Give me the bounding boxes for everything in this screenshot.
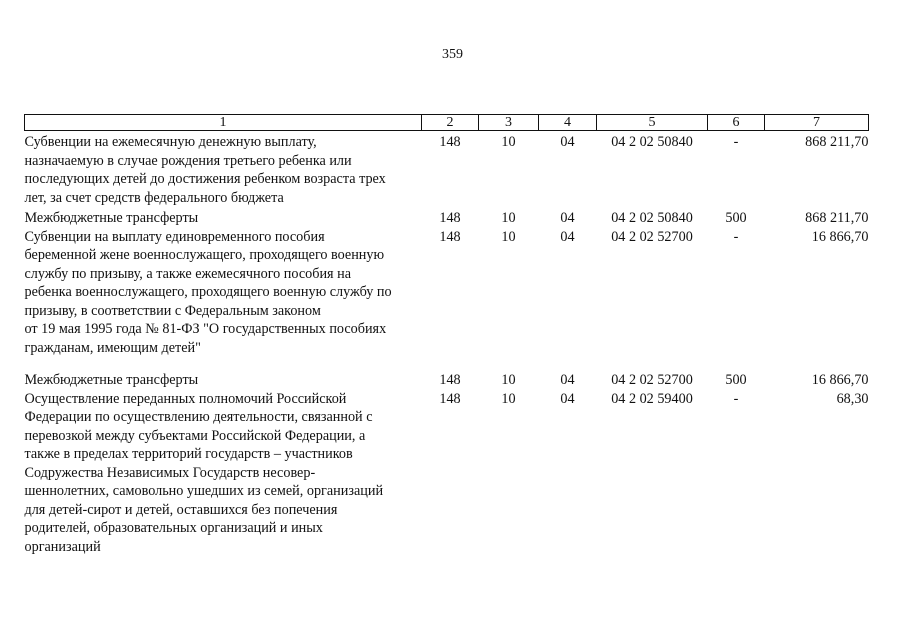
- description-line: Субвенции на ежемесячную денежную выплату,: [24, 134, 317, 150]
- cell-expense-type: -: [733, 134, 739, 150]
- cell-ministry: 148: [439, 372, 461, 388]
- cell-expense-type: -: [733, 390, 739, 407]
- cell-amount: 16 866,70: [811, 372, 869, 388]
- column-header-7: 7: [765, 115, 869, 131]
- description-line: перевозкой между субъектами Российской Федерации, а: [24, 427, 366, 444]
- cell-amount: 16 866,70: [811, 228, 869, 245]
- row-description: [25, 209, 422, 228]
- cell-expense-type: 500: [725, 210, 747, 226]
- row-description: [25, 390, 422, 557]
- cell-target-article: 04 2 02 59400: [611, 390, 693, 407]
- description-line: призыву, в соответствии с Федеральным законом: [24, 302, 321, 319]
- cell-ministry: 148: [439, 210, 461, 226]
- page-number: 359: [442, 47, 463, 62]
- cell-target-article: 04 2 02 52700: [611, 228, 693, 245]
- cell-target-article: 04 2 02 52700: [611, 372, 693, 388]
- cell-expense-type: 500: [725, 372, 747, 388]
- description-line: Межбюджетные трансферты: [24, 372, 199, 388]
- description-line: организаций: [24, 538, 101, 555]
- cell-amount: 868 211,70: [805, 134, 869, 150]
- description-line: для детей-сирот и детей, оставшихся без попечения: [24, 501, 338, 518]
- cell-ministry: 148: [439, 390, 461, 407]
- column-header-5: 5: [597, 115, 708, 131]
- cell-target-article: 04 2 02 50840: [611, 210, 693, 226]
- cell-section: 10: [501, 210, 516, 226]
- description-line: от 19 мая 1995 года № 81-ФЗ "О государственных пособиях: [24, 321, 387, 337]
- description-line: ребенка военнослужащего, проходящего военную службу по: [24, 284, 392, 300]
- cell-section: 10: [501, 134, 516, 150]
- table-row: [25, 228, 869, 372]
- cell-section: 10: [501, 372, 516, 388]
- row-description: [25, 131, 422, 210]
- description-line: шеннолетних, самовольно ушедших из семей, организаций: [24, 483, 384, 499]
- row-description: [25, 371, 422, 390]
- column-header-3: 3: [479, 115, 539, 131]
- description-line: беременной жене военнослужащего, проходящего военную: [24, 247, 385, 263]
- description-line: также в пределах территорий государств – участников: [24, 446, 353, 462]
- cell-section: 10: [501, 390, 516, 407]
- description-line: назначаемую в случае рождения третьего ребенка или: [24, 152, 352, 169]
- cell-subsection: 04: [560, 390, 575, 407]
- table-row: [25, 390, 869, 557]
- column-header-4: 4: [539, 115, 597, 131]
- cell-subsection: 04: [560, 210, 575, 226]
- column-header-1: 1: [25, 115, 422, 131]
- description-line: Осуществление переданных полномочий Российской: [24, 390, 347, 407]
- description-line: службу по призыву, а также ежемесячного пособия на: [24, 265, 352, 282]
- row-description: [25, 228, 422, 372]
- cell-subsection: 04: [560, 228, 575, 245]
- column-header-2: 2: [422, 115, 479, 131]
- description-line: Содружества Независимых Государств несовер-: [24, 464, 316, 481]
- header-row: [25, 115, 869, 131]
- budget-table: [24, 114, 869, 556]
- table-row: [25, 371, 869, 390]
- cell-subsection: 04: [560, 372, 575, 388]
- cell-ministry: 148: [439, 134, 461, 150]
- cell-target-article: 04 2 02 50840: [611, 134, 693, 150]
- description-line: родителей, образовательных организаций и иных: [24, 520, 323, 536]
- cell-amount: 68,30: [836, 390, 869, 407]
- cell-expense-type: -: [733, 228, 739, 245]
- table-row: [25, 209, 869, 228]
- column-header-6: 6: [708, 115, 765, 131]
- description-line: последующих детей до достижения ребенком возраста трех: [24, 171, 386, 187]
- table-row: [25, 131, 869, 210]
- description-line: лет, за счет средств федерального бюджета: [24, 189, 284, 206]
- description-line: Федерации по осуществлению деятельности, связанной с: [24, 409, 373, 425]
- cell-amount: 868 211,70: [805, 210, 869, 226]
- cell-subsection: 04: [560, 134, 575, 150]
- description-line: гражданам, имеющим детей": [24, 339, 201, 356]
- description-line: Субвенции на выплату единовременного пособия: [24, 228, 325, 245]
- cell-section: 10: [501, 228, 516, 245]
- cell-ministry: 148: [439, 228, 461, 245]
- description-line: Межбюджетные трансферты: [24, 210, 199, 226]
